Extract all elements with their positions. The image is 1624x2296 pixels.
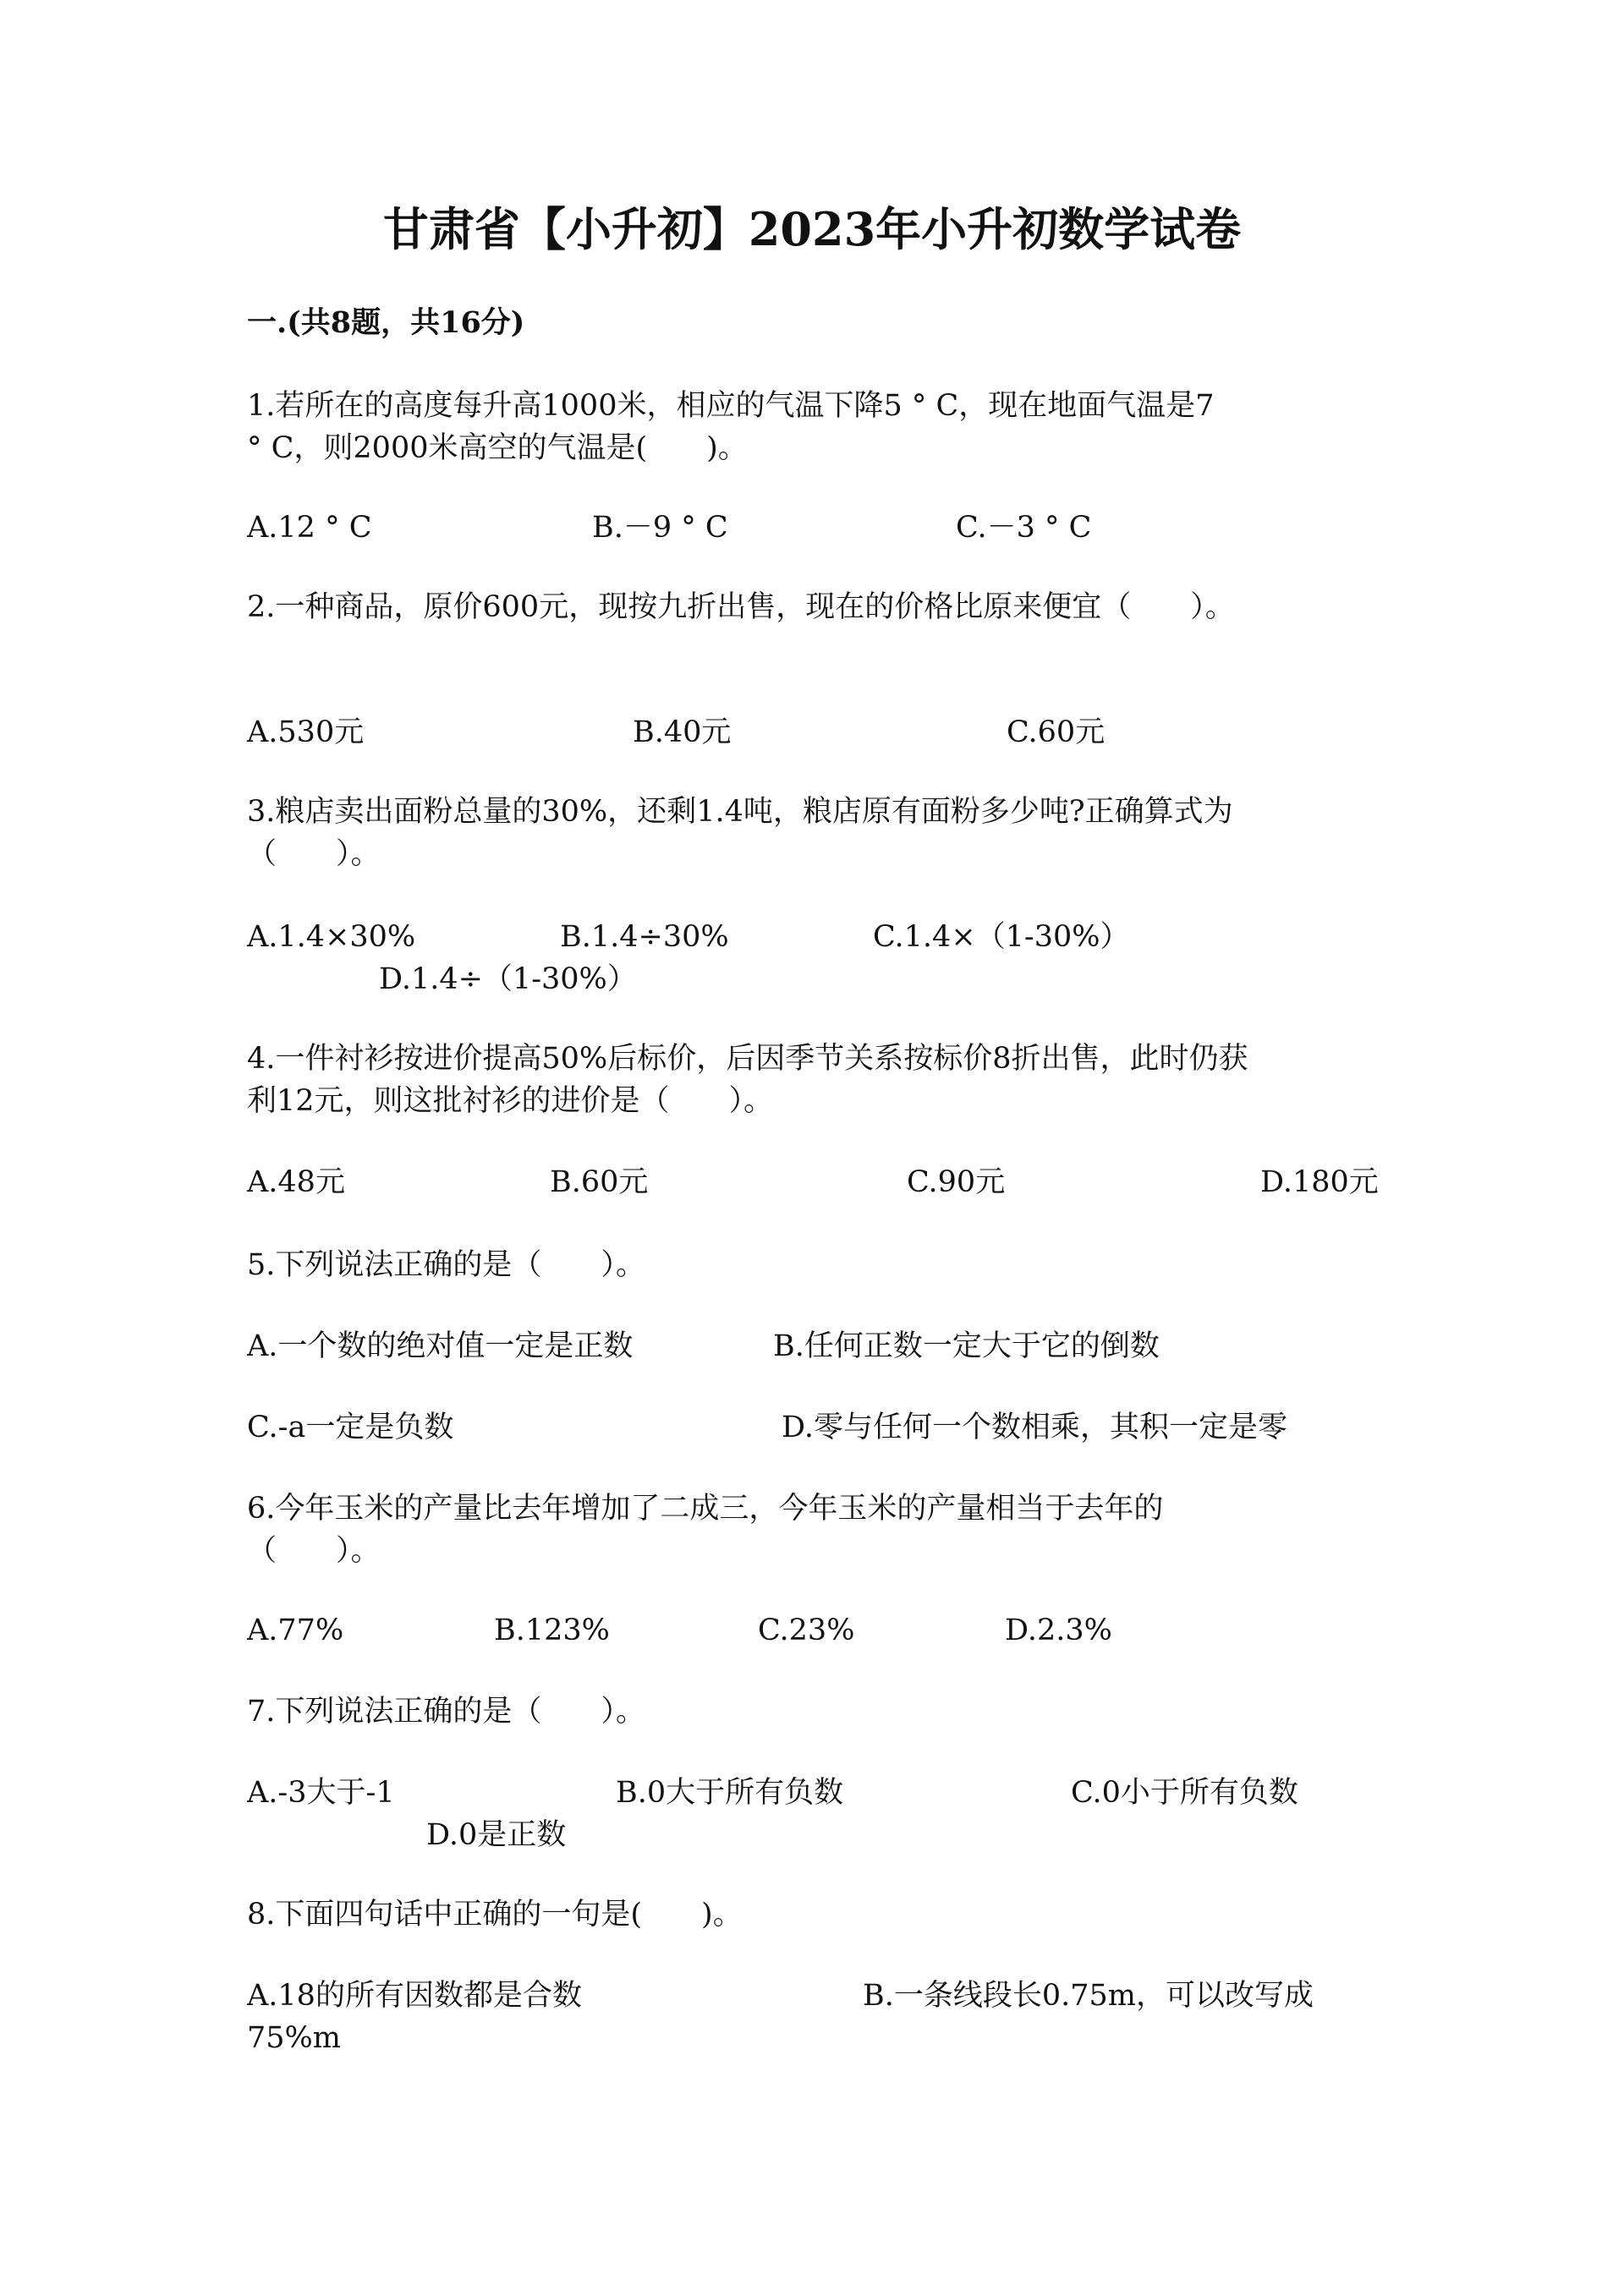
- question-7-option-d: D.0是正数: [426, 1818, 567, 1852]
- question-2-option-b: B.40元: [633, 715, 732, 749]
- question-3-option-a: A.1.4×30%: [247, 920, 416, 954]
- question-6-option-a: A.77%: [247, 1614, 344, 1647]
- question-6-line-1: 6.今年玉米的产量比去年增加了二成三，今年玉米的产量相当于去年的: [247, 1492, 1164, 1526]
- question-4-option-b: B.60元: [550, 1165, 649, 1199]
- question-7-line-1: 7.下列说法正确的是（ ）。: [247, 1695, 645, 1729]
- question-7-option-b: B.0大于所有负数: [616, 1776, 844, 1810]
- question-8-option-a: A.18的所有因数都是合数: [247, 1979, 582, 2013]
- question-3-option-c: C.1.4×（1-30%）: [873, 920, 1130, 954]
- question-1-option-c: C.－3 ° C: [956, 511, 1092, 545]
- question-3-line-2: （ ）。: [247, 837, 381, 871]
- question-6-option-c: C.23%: [758, 1614, 855, 1647]
- question-2-line-1: 2.一种商品，原价600元，现按九折出售，现在的价格比原来便宜（ ）。: [247, 590, 1235, 624]
- question-3-line-1: 3.粮店卖出面粉总量的30%，还剩1.4吨，粮店原有面粉多少吨?正确算式为: [247, 795, 1233, 829]
- question-4-line-1: 4.一件衬衫按进价提高50%后标价，后因季节关系按标价8折出售，此时仍获: [247, 1042, 1248, 1076]
- question-3-option-d: D.1.4÷（1-30%）: [379, 962, 637, 996]
- question-5-option-b: B.任何正数一定大于它的倒数: [773, 1329, 1160, 1363]
- question-1-option-b: B.－9 ° C: [592, 511, 728, 545]
- question-4-option-a: A.48元: [247, 1165, 345, 1199]
- question-1-option-a: A.12 ° C: [247, 511, 372, 545]
- question-8-option-b: B.一条线段长0.75m，可以改写成: [863, 1979, 1314, 2013]
- question-1-line-2: ° C，则2000米高空的气温是( )。: [247, 431, 748, 465]
- question-2-option-c: C.60元: [1007, 715, 1106, 749]
- question-3-option-b: B.1.4÷30%: [560, 920, 729, 954]
- question-4-option-c: C.90元: [907, 1165, 1006, 1199]
- question-4-line-2: 利12元，则这批衬衫的进价是（ ）。: [247, 1084, 774, 1118]
- question-5-option-c: C.-a一定是负数: [247, 1411, 454, 1444]
- question-8-option-b-continued: 75%m: [247, 2021, 341, 2055]
- page-title: 甘肃省【小升初】2023年小升初数学试卷: [382, 202, 1242, 256]
- question-7-option-c: C.0小于所有负数: [1071, 1776, 1298, 1810]
- question-1-line-1: 1.若所在的高度每升高1000米，相应的气温下降5 ° C，现在地面气温是7: [247, 389, 1215, 423]
- question-5-option-d: D.零与任何一个数相乘，其积一定是零: [782, 1411, 1287, 1444]
- question-5-line-1: 5.下列说法正确的是（ ）。: [247, 1248, 645, 1282]
- question-5-option-a: A.一个数的绝对值一定是正数: [247, 1329, 634, 1363]
- question-2-option-a: A.530元: [247, 715, 365, 749]
- question-4-option-d: D.180元: [1260, 1165, 1379, 1199]
- section-heading: 一.(共8题，共16分): [247, 305, 525, 340]
- question-6-option-b: B.123%: [494, 1614, 610, 1647]
- question-7-option-a: A.-3大于-1: [247, 1776, 395, 1810]
- question-6-option-d: D.2.3%: [1005, 1614, 1112, 1647]
- question-6-line-2: （ ）。: [247, 1534, 381, 1568]
- question-8-line-1: 8.下面四句话中正确的一句是( )。: [247, 1898, 743, 1932]
